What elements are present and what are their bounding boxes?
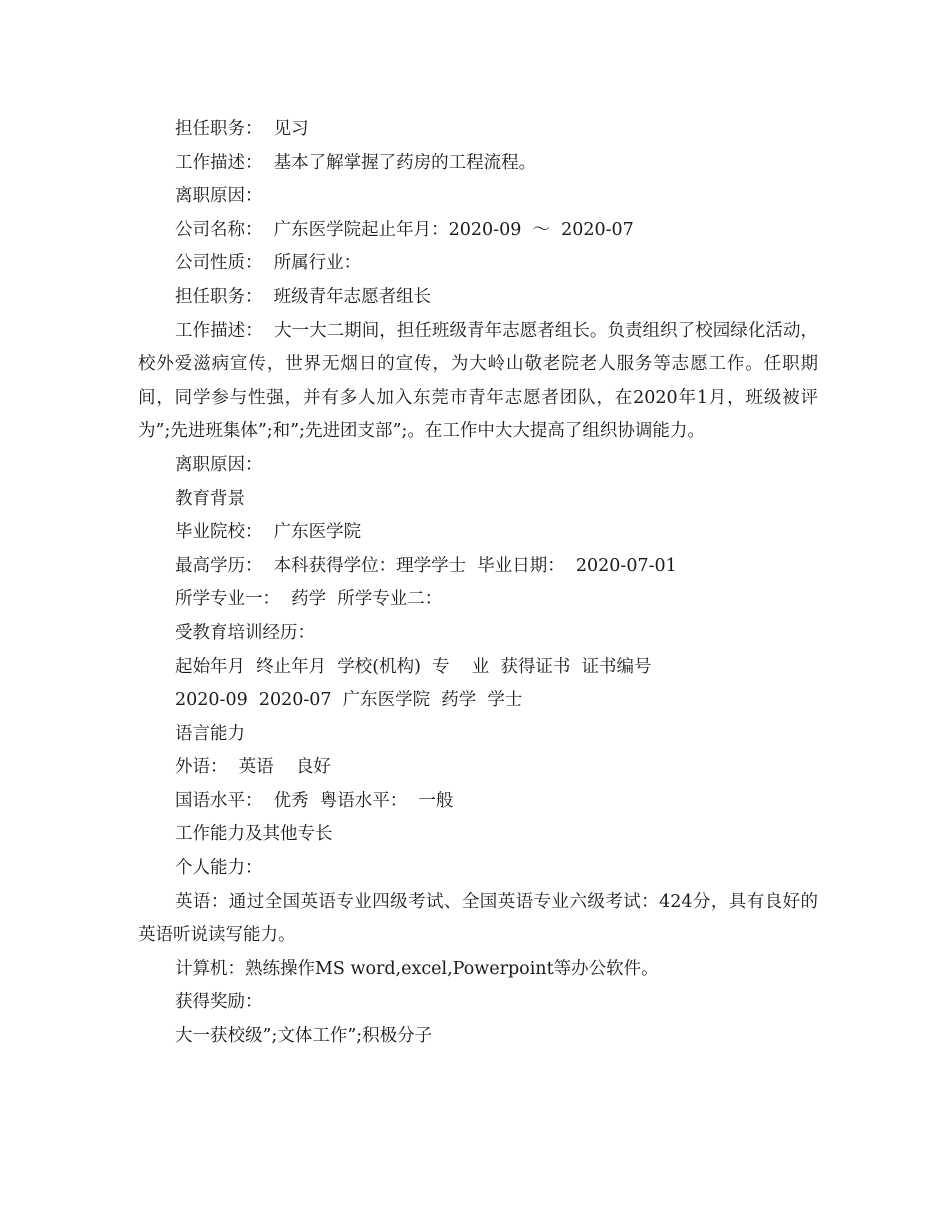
graduated-school-line: 毕业院校： 广东医学院 xyxy=(175,522,362,543)
training-table-header: 起始年月 终止年月 学校(机构) 专 业 获得证书 证书编号 xyxy=(175,656,652,677)
section-heading-skills: 工作能力及其他专长 xyxy=(175,824,333,845)
leaving-reason-line: 离职原因： xyxy=(175,186,263,207)
dialect-level-line: 国语水平： 优秀 粤语水平： 一般 xyxy=(175,790,454,811)
section-heading-language: 语言能力 xyxy=(175,723,245,744)
leaving-reason-line: 离职原因： xyxy=(175,454,263,475)
document-page xyxy=(138,113,818,1054)
section-heading-education: 教育背景 xyxy=(175,488,245,509)
job-description-paragraph: 工作描述： 大一大二期间，担任班级青年志愿者组长。负责组织了校园绿化活动，校外爱滋病宣传，世界无烟日的宣传，为大岭山敬老院老人服务等志愿工作。任职期间，同学参与性强，并有多人加入东莞市青年志愿者团队，在2020年1月，班级被评为”;先进班集体”;和”;先进团支部”;。在工作中大大提高了组织协调能力。 xyxy=(138,320,818,442)
foreign-language-line: 外语： 英语 良好 xyxy=(175,757,331,778)
awards-label: 获得奖励： xyxy=(175,992,263,1013)
award-item: 大一获校级”;文体工作”;积极分子 xyxy=(175,1026,433,1047)
training-history-label: 受教育培训经历： xyxy=(175,622,315,643)
job-description-line: 工作描述： 基本了解掌握了药房的工程流程。 xyxy=(175,152,537,173)
computer-skill-line: 计算机：熟练操作MS word,excel,Powerpoint等办公软件。 xyxy=(175,958,659,979)
company-type-line: 公司性质： 所属行业： xyxy=(175,253,362,274)
major-line: 所学专业一： 药学 所学专业二： xyxy=(175,589,443,610)
position-line: 担任职务： 班级青年志愿者组长 xyxy=(175,286,432,307)
english-ability-paragraph: 英语：通过全国英语专业四级考试、全国英语专业六级考试：424分，具有良好的英语听说读写能力。 xyxy=(138,891,818,946)
highest-degree-line: 最高学历： 本科获得学位：理学学士 毕业日期： 2020-07-01 xyxy=(175,555,677,576)
position-line: 担任职务： 见习 xyxy=(175,119,309,139)
personal-ability-label: 个人能力： xyxy=(175,858,263,879)
company-name-line: 公司名称： 广东医学院起止年月：2020-09 ～ 2020-07 xyxy=(175,219,634,240)
training-table-row: 2020-09 2020-07 广东医学院 药学 学士 xyxy=(175,690,523,711)
